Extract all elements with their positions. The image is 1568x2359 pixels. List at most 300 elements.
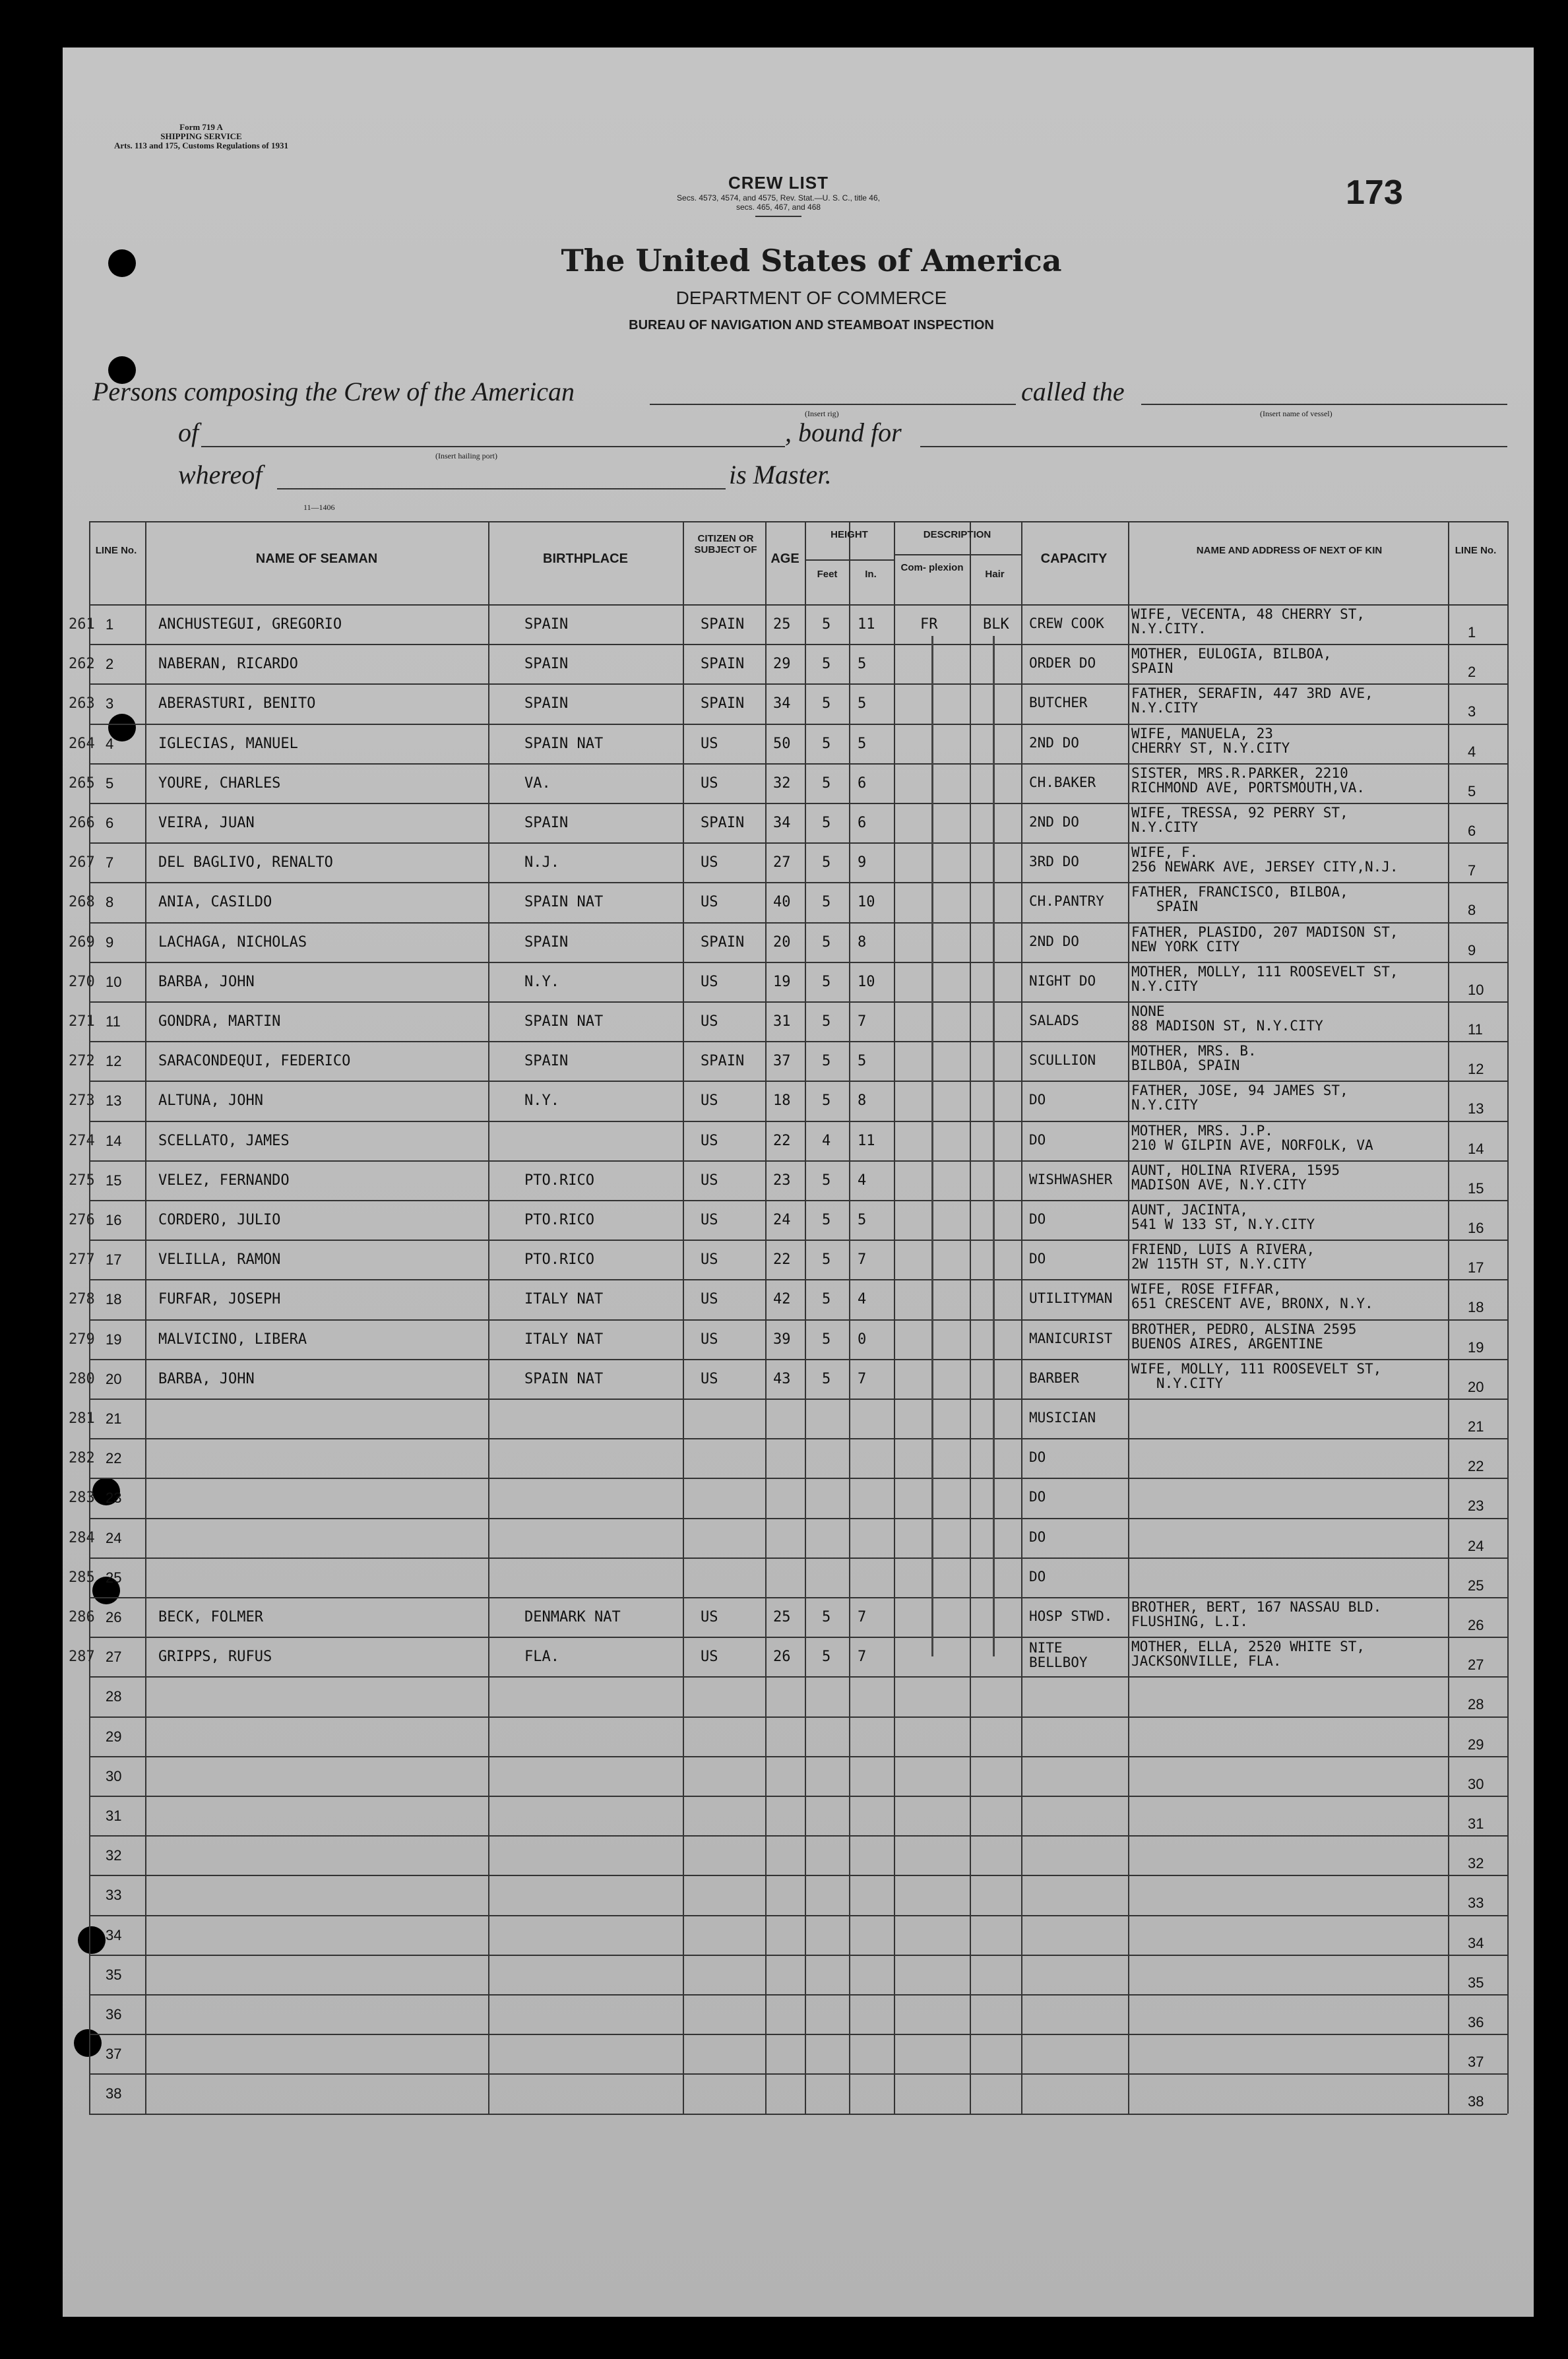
seaman-serial-stamp: 271 xyxy=(69,1013,95,1030)
line-number: 11 xyxy=(106,1013,121,1030)
capacity: CH.PANTRY xyxy=(1029,893,1104,910)
height-inches: 11 xyxy=(858,616,875,633)
citizenship: US xyxy=(701,1013,718,1030)
line-number: 32 xyxy=(106,1847,122,1864)
line-number-right: 26 xyxy=(1468,1617,1484,1633)
capacity: HOSP STWD. xyxy=(1029,1608,1113,1624)
table-row xyxy=(0,1200,1568,1240)
seaman-serial-stamp: 285 xyxy=(69,1569,95,1586)
table-row xyxy=(0,1399,1568,1438)
line-number-right: 19 xyxy=(1468,1338,1484,1356)
age: 20 xyxy=(773,933,791,951)
table-row xyxy=(0,763,1568,803)
height-inches: 5 xyxy=(858,695,867,712)
age: 22 xyxy=(773,1251,791,1269)
height-feet: 5 xyxy=(822,1013,831,1030)
seaman-serial-stamp: 270 xyxy=(69,973,95,990)
birthplace: N.Y. xyxy=(524,1092,559,1110)
citizenship: US xyxy=(701,774,718,792)
next-of-kin: FATHER, FRANCISCO, BILBOA, SPAIN xyxy=(1131,884,1348,915)
line-number: 5 xyxy=(106,774,114,792)
table-row xyxy=(0,604,1568,644)
print-code: 11—1406 xyxy=(303,503,335,512)
next-of-kin: WIFE, MOLLY, 111 ROOSEVELT ST, N.Y.CITY xyxy=(1131,1360,1382,1391)
capacity: DO xyxy=(1029,1568,1046,1585)
height-feet: 5 xyxy=(822,894,831,911)
height-inches: 7 xyxy=(858,1370,867,1387)
height-inches: 6 xyxy=(858,774,867,792)
seaman-name: SARACONDEQUI, FEDERICO xyxy=(158,1053,351,1070)
line-number: 17 xyxy=(106,1251,122,1269)
next-of-kin: WIFE, ROSE FIFFAR, 651 CRESCENT AVE, BRONX, N.Y. xyxy=(1131,1281,1373,1312)
age: 18 xyxy=(773,1092,791,1110)
citizenship: US xyxy=(701,1132,718,1149)
seaman-serial-stamp: 273 xyxy=(69,1092,95,1110)
seaman-serial-stamp: 261 xyxy=(69,616,95,633)
form-identifier xyxy=(92,123,310,150)
seaman-serial-stamp: 280 xyxy=(69,1370,95,1387)
birthplace: FLA. xyxy=(524,1649,559,1666)
citizenship: SPAIN xyxy=(701,815,745,831)
col-next-of-kin: NAME AND ADDRESS OF NEXT OF KIN xyxy=(1196,545,1383,556)
line-number-right: 21 xyxy=(1468,1418,1484,1435)
next-of-kin: MOTHER, ELLA, 2520 WHITE ST, JACKSONVILLE, FLA. xyxy=(1131,1639,1365,1670)
line-number: 29 xyxy=(106,1728,122,1745)
height-feet: 5 xyxy=(822,774,831,792)
row-rule xyxy=(89,2114,1507,2115)
vessel-hint: (Insert name of vessel) xyxy=(1260,409,1333,418)
table-row xyxy=(0,1557,1568,1597)
line-number: 19 xyxy=(106,1331,122,1348)
capacity: SALADS xyxy=(1029,1013,1079,1028)
line-number-right: 7 xyxy=(1468,862,1476,879)
seaman-serial-stamp: 284 xyxy=(69,1529,95,1546)
citizenship: US xyxy=(701,854,718,871)
preamble-line2-b: , bound for xyxy=(785,418,902,447)
height-inches: 5 xyxy=(858,656,867,673)
destination-blank xyxy=(920,446,1507,447)
capacity: 2ND DO xyxy=(1029,734,1079,751)
height-feet: 5 xyxy=(822,1053,831,1070)
seaman-name: ANIA, CASILDO xyxy=(158,894,272,911)
preamble-line1-a: Persons composing the Crew of the American xyxy=(92,377,575,406)
age: 31 xyxy=(773,1013,791,1030)
age: 27 xyxy=(773,854,791,871)
line-number-right: 23 xyxy=(1468,1497,1484,1515)
capacity: DO xyxy=(1029,1131,1046,1148)
line-number-right: 14 xyxy=(1468,1140,1484,1157)
statute-line-2: secs. 465, 467, and 468 xyxy=(736,203,821,212)
preamble-line2-a: of xyxy=(178,418,199,447)
line-number-right: 6 xyxy=(1468,823,1476,839)
age: 25 xyxy=(773,1609,791,1625)
height-feet: 5 xyxy=(822,1212,831,1228)
line-number: 9 xyxy=(106,933,114,951)
seaman-name: BECK, FOLMER xyxy=(158,1609,263,1625)
line-number-right: 13 xyxy=(1468,1100,1484,1117)
height-inches: 4 xyxy=(858,1291,867,1308)
next-of-kin: BROTHER, BERT, 167 NASSAU BLD. FLUSHING, L.I. xyxy=(1131,1599,1382,1629)
height-inches: 0 xyxy=(858,1331,867,1348)
line-number: 20 xyxy=(106,1370,122,1387)
line-number-right: 34 xyxy=(1468,1934,1484,1951)
birthplace: SPAIN NAT xyxy=(524,1370,604,1387)
seaman-name: ABERASTURI, BENITO xyxy=(158,695,316,712)
height-inches: 7 xyxy=(858,1649,867,1666)
vessel-blank xyxy=(1141,404,1507,405)
capacity: DO xyxy=(1029,1211,1046,1227)
col-line-no: LINE No. xyxy=(95,545,137,556)
age: 34 xyxy=(773,815,791,831)
capacity: MANICURIST xyxy=(1029,1330,1113,1346)
line-number-right: 35 xyxy=(1468,1974,1484,1991)
citizenship: US xyxy=(701,1172,718,1189)
line-number-right: 20 xyxy=(1468,1378,1484,1395)
capacity: NITE BELLBOY xyxy=(1029,1640,1088,1671)
next-of-kin: MOTHER, MRS. J.P. 210 W GILPIN AVE, NORFOLK, VA xyxy=(1131,1122,1373,1153)
line-number-right: 32 xyxy=(1468,1855,1484,1872)
table-row xyxy=(0,1240,1568,1279)
capacity: 3RD DO xyxy=(1029,854,1079,870)
line-number-right: 31 xyxy=(1468,1815,1484,1832)
height-feet: 5 xyxy=(822,1291,831,1308)
col-height: HEIGHT xyxy=(831,529,868,540)
table-row xyxy=(0,2073,1568,2113)
seaman-serial-stamp: 274 xyxy=(69,1132,95,1149)
height-feet: 5 xyxy=(822,616,831,633)
line-number: 15 xyxy=(106,1172,122,1189)
col-complexion: Com- plexion xyxy=(900,562,964,573)
department-heading: DEPARTMENT OF COMMERCE xyxy=(675,288,947,308)
table-row xyxy=(0,1478,1568,1517)
citizenship: US xyxy=(701,894,718,911)
table-row xyxy=(0,1121,1568,1160)
table-row xyxy=(0,1319,1568,1359)
citizenship: US xyxy=(701,973,718,990)
table-row xyxy=(0,1955,1568,1994)
line-number: 25 xyxy=(106,1569,122,1586)
table-row xyxy=(0,1597,1568,1637)
line-number: 23 xyxy=(106,1490,122,1507)
height-feet: 5 xyxy=(822,815,831,831)
line-number-right: 33 xyxy=(1468,1895,1484,1912)
capacity: NIGHT DO xyxy=(1029,972,1096,989)
line-number: 4 xyxy=(106,735,114,752)
age: 34 xyxy=(773,695,791,712)
seaman-serial-stamp: 279 xyxy=(69,1331,95,1348)
punch-hole xyxy=(108,249,136,277)
table-row xyxy=(0,2034,1568,2073)
capacity: CH.BAKER xyxy=(1029,774,1096,790)
line-number: 18 xyxy=(106,1291,122,1308)
seaman-name: BARBA, JOHN xyxy=(158,1370,255,1387)
age: 37 xyxy=(773,1053,791,1070)
table-row xyxy=(0,1160,1568,1200)
citizenship: US xyxy=(701,1092,718,1110)
birthplace: VA. xyxy=(524,774,551,792)
line-number: 12 xyxy=(106,1053,122,1070)
line-number: 34 xyxy=(106,1926,122,1943)
table-row xyxy=(0,962,1568,1001)
line-number: 2 xyxy=(106,656,114,673)
table-row xyxy=(0,1915,1568,1955)
bureau-heading: BUREAU OF NAVIGATION AND STEAMBOAT INSPECTION xyxy=(629,318,994,332)
line-number-right: 3 xyxy=(1468,703,1476,720)
height-feet: 5 xyxy=(822,1251,831,1269)
master-blank xyxy=(277,488,726,489)
seaman-name: VELEZ, FERNANDO xyxy=(158,1172,290,1189)
table-row xyxy=(0,1994,1568,2034)
birthplace: PTO.RICO xyxy=(524,1251,594,1269)
col-line-no-right: LINE No. xyxy=(1455,545,1497,556)
title-block xyxy=(594,173,963,217)
age: 24 xyxy=(773,1212,791,1228)
line-number-right: 18 xyxy=(1468,1299,1484,1316)
table-row xyxy=(0,1438,1568,1478)
line-number: 1 xyxy=(106,616,114,633)
seaman-name: YOURE, CHARLES xyxy=(158,774,281,792)
seaman-serial-stamp: 287 xyxy=(69,1649,95,1666)
line-number-right: 9 xyxy=(1468,941,1476,959)
table-row xyxy=(0,1001,1568,1041)
next-of-kin: MOTHER, MOLLY, 111 ROOSEVELT ST, N.Y.CITY xyxy=(1131,963,1398,994)
height-inches: 7 xyxy=(858,1609,867,1625)
capacity: SCULLION xyxy=(1029,1052,1096,1069)
capacity: 2ND DO xyxy=(1029,814,1079,830)
birthplace: SPAIN xyxy=(524,1053,569,1070)
height-inches: 4 xyxy=(858,1172,867,1189)
line-number-right: 29 xyxy=(1468,1736,1484,1753)
line-number-right: 28 xyxy=(1468,1696,1484,1713)
seaman-name: LACHAGA, NICHOLAS xyxy=(158,933,307,951)
height-inches: 6 xyxy=(858,815,867,831)
col-hair: Hair xyxy=(985,569,1005,580)
next-of-kin: WIFE, TRESSA, 92 PERRY ST, N.Y.CITY xyxy=(1131,805,1348,835)
table-row xyxy=(0,683,1568,723)
capacity: DO xyxy=(1029,1528,1046,1545)
next-of-kin: MOTHER, MRS. B. BILBOA, SPAIN xyxy=(1131,1043,1257,1074)
description-subrule xyxy=(894,554,1021,555)
height-feet: 4 xyxy=(822,1132,831,1149)
height-inches: 8 xyxy=(858,1092,867,1110)
next-of-kin: BROTHER, PEDRO, ALSINA 2595 BUENOS AIRES, ARGENTINE xyxy=(1131,1321,1357,1352)
birthplace: N.Y. xyxy=(524,973,559,990)
capacity: WISHWASHER xyxy=(1029,1171,1113,1187)
citizenship: SPAIN xyxy=(701,1053,745,1070)
line-number-right: 27 xyxy=(1468,1656,1484,1674)
height-feet: 5 xyxy=(822,656,831,673)
line-number: 38 xyxy=(106,2085,122,2102)
citizenship: US xyxy=(701,735,718,752)
seaman-serial-stamp: 275 xyxy=(69,1172,95,1189)
height-inches: 11 xyxy=(858,1132,875,1149)
seaman-serial-stamp: 282 xyxy=(69,1450,95,1467)
col-description: DESCRIPTION xyxy=(923,529,991,540)
line-number-right: 38 xyxy=(1468,2093,1484,2110)
table-row xyxy=(0,1676,1568,1716)
seaman-serial-stamp: 281 xyxy=(69,1410,95,1427)
title-rule xyxy=(755,216,801,217)
age: 50 xyxy=(773,735,791,752)
next-of-kin: AUNT, JACINTA, 541 W 133 ST, N.Y.CITY xyxy=(1131,1202,1315,1232)
form-number: Form 719 A xyxy=(179,122,223,132)
seaman-serial-stamp: 267 xyxy=(69,854,95,871)
seaman-serial-stamp: 269 xyxy=(69,933,95,951)
col-name: NAME OF SEAMAN xyxy=(255,551,378,566)
line-number: 31 xyxy=(106,1808,122,1824)
next-of-kin: FATHER, JOSE, 94 JAMES ST, N.Y.CITY xyxy=(1131,1083,1348,1114)
seaman-serial-stamp: 277 xyxy=(69,1251,95,1269)
col-capacity: CAPACITY xyxy=(1040,551,1108,566)
hair-color: BLK xyxy=(983,616,1009,633)
seaman-name: BARBA, JOHN xyxy=(158,973,255,990)
citizenship: US xyxy=(701,1212,718,1228)
capacity: UTILITYMAN xyxy=(1029,1290,1113,1307)
height-feet: 5 xyxy=(822,1609,831,1625)
line-number-right: 10 xyxy=(1468,981,1484,998)
form-regulation: Arts. 113 and 175, Customs Regulations of 1931 xyxy=(114,141,288,150)
line-number-right: 12 xyxy=(1468,1061,1484,1078)
seaman-name: FURFAR, JOSEPH xyxy=(158,1291,281,1308)
table-row xyxy=(0,922,1568,962)
table-row xyxy=(0,1756,1568,1796)
next-of-kin: MOTHER, EULOGIA, BILBOA, SPAIN xyxy=(1131,646,1332,677)
citizenship: US xyxy=(701,1609,718,1625)
next-of-kin: FATHER, PLASIDO, 207 MADISON ST, NEW YORK CITY xyxy=(1131,924,1398,955)
line-number-right: 17 xyxy=(1468,1259,1484,1276)
birthplace: PTO.RICO xyxy=(524,1172,594,1189)
next-of-kin: SISTER, MRS.R.PARKER, 2210 RICHMOND AVE, PORTSMOUTH,VA. xyxy=(1131,765,1365,796)
seaman-name: GONDRA, MARTIN xyxy=(158,1013,281,1030)
table-row xyxy=(0,1716,1568,1756)
seaman-serial-stamp: 283 xyxy=(69,1490,95,1507)
table-row xyxy=(0,1518,1568,1557)
seaman-name: ANCHUSTEGUI, GREGORIO xyxy=(158,616,342,633)
seaman-serial-stamp: 266 xyxy=(69,815,95,831)
line-number-right: 2 xyxy=(1468,664,1476,681)
statute-line-1: Secs. 4573, 4574, and 4575, Rev. Stat.—U. S. C., title 46, xyxy=(677,193,880,203)
height-feet: 5 xyxy=(822,1172,831,1189)
seaman-name: SCELLATO, JAMES xyxy=(158,1132,290,1149)
citizenship: SPAIN xyxy=(701,933,745,951)
citizenship: SPAIN xyxy=(701,656,745,673)
citizenship: US xyxy=(701,1251,718,1269)
birthplace: DENMARK NAT xyxy=(524,1609,621,1625)
age: 29 xyxy=(773,656,791,673)
document-title: CREW LIST xyxy=(728,173,829,193)
table-row xyxy=(0,803,1568,842)
capacity: 2ND DO xyxy=(1029,933,1079,949)
height-inches: 10 xyxy=(858,973,875,990)
age: 25 xyxy=(773,616,791,633)
page-number: 173 xyxy=(1346,173,1403,212)
line-number-right: 24 xyxy=(1468,1537,1484,1554)
line-number-right: 1 xyxy=(1468,624,1476,641)
line-number: 33 xyxy=(106,1887,122,1904)
next-of-kin: AUNT, HOLINA RIVERA, 1595 MADISON AVE, N.Y.CITY xyxy=(1131,1162,1340,1193)
line-number-right: 8 xyxy=(1468,902,1476,919)
line-number: 6 xyxy=(106,815,114,831)
seaman-name: VEIRA, JUAN xyxy=(158,815,255,831)
table-row xyxy=(0,1835,1568,1875)
line-number: 13 xyxy=(106,1092,122,1110)
birthplace: SPAIN xyxy=(524,815,569,831)
table-row xyxy=(0,1041,1568,1081)
birthplace: SPAIN NAT xyxy=(524,1013,604,1030)
table-row xyxy=(0,1637,1568,1676)
height-feet: 5 xyxy=(822,1370,831,1387)
col-citizen: CITIZEN OR SUBJECT OF xyxy=(694,533,757,555)
height-inches: 7 xyxy=(858,1013,867,1030)
line-number: 7 xyxy=(106,854,114,871)
next-of-kin: WIFE, VECENTA, 48 CHERRY ST, N.Y.CITY. xyxy=(1131,606,1365,637)
seaman-serial-stamp: 262 xyxy=(69,656,95,673)
line-number-right: 15 xyxy=(1468,1180,1484,1197)
height-feet: 5 xyxy=(822,1649,831,1666)
capacity: DO xyxy=(1029,1489,1046,1505)
seaman-name: MALVICINO, LIBERA xyxy=(158,1331,307,1348)
capacity: ORDER DO xyxy=(1029,655,1096,672)
line-number-right: 5 xyxy=(1468,782,1476,800)
line-number: 37 xyxy=(106,2046,122,2063)
line-number-right: 25 xyxy=(1468,1577,1484,1594)
age: 43 xyxy=(773,1370,791,1387)
birthplace: SPAIN xyxy=(524,656,569,673)
birthplace: SPAIN xyxy=(524,695,569,712)
age: 42 xyxy=(773,1291,791,1308)
seaman-name: GRIPPS, RUFUS xyxy=(158,1649,272,1666)
seaman-serial-stamp: 286 xyxy=(69,1609,95,1625)
citizenship: SPAIN xyxy=(701,616,745,633)
line-number: 21 xyxy=(106,1410,122,1427)
height-feet: 5 xyxy=(822,735,831,752)
birthplace: ITALY NAT xyxy=(524,1291,604,1308)
country-heading: The United States of America xyxy=(561,243,1062,278)
seaman-serial-stamp: 264 xyxy=(69,735,95,752)
capacity: BARBER xyxy=(1029,1369,1079,1386)
birthplace: N.J. xyxy=(524,854,559,871)
rig-blank xyxy=(650,404,1016,405)
table-row xyxy=(0,644,1568,683)
table-row xyxy=(0,1796,1568,1835)
col-birthplace: BIRTHPLACE xyxy=(543,551,628,566)
col-feet: Feet xyxy=(817,569,838,580)
line-number: 3 xyxy=(106,695,114,712)
age: 40 xyxy=(773,894,791,911)
seaman-serial-stamp: 265 xyxy=(69,774,95,792)
birthplace: PTO.RICO xyxy=(524,1212,594,1228)
port-blank xyxy=(201,446,785,447)
capacity: DO xyxy=(1029,1251,1046,1267)
table-row xyxy=(0,1081,1568,1120)
complexion: FR xyxy=(920,616,938,633)
height-inches: 5 xyxy=(858,1212,867,1228)
height-feet: 5 xyxy=(822,695,831,712)
next-of-kin: FATHER, SERAFIN, 447 3RD AVE, N.Y.CITY xyxy=(1131,685,1373,716)
next-of-kin: WIFE, MANUELA, 23 CHERRY ST, N.Y.CITY xyxy=(1131,725,1290,756)
table-row xyxy=(0,724,1568,763)
citizenship: US xyxy=(701,1331,718,1348)
line-number: 36 xyxy=(106,2006,122,2023)
line-number-right: 36 xyxy=(1468,2014,1484,2030)
line-number: 30 xyxy=(106,1767,122,1784)
next-of-kin: FRIEND, LUIS A RIVERA, 2W 115TH ST, N.Y.CITY xyxy=(1131,1242,1315,1273)
height-feet: 5 xyxy=(822,973,831,990)
age: 19 xyxy=(773,973,791,990)
col-inches: In. xyxy=(865,569,877,580)
height-feet: 5 xyxy=(822,1092,831,1110)
citizenship: US xyxy=(701,1291,718,1308)
